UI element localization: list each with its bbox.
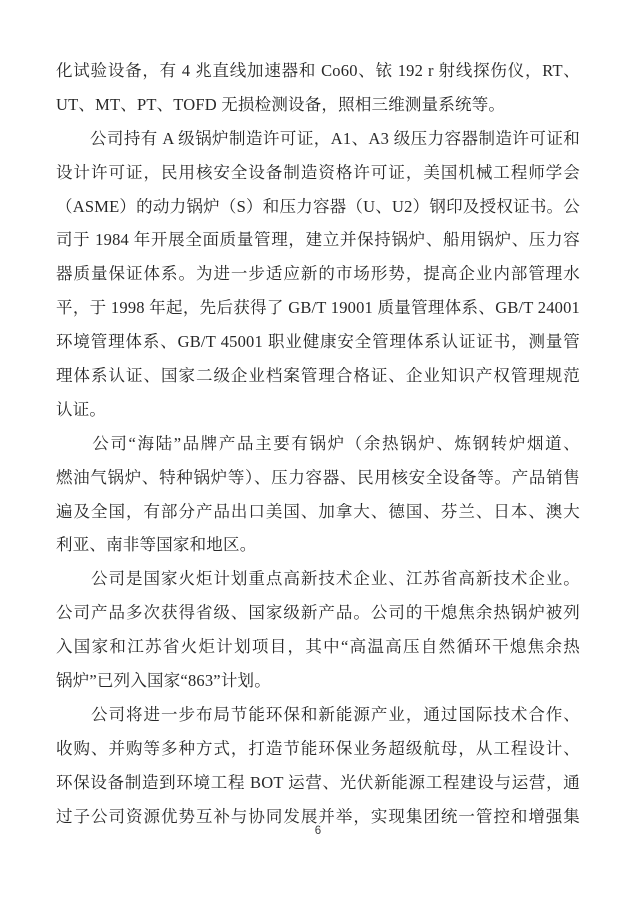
text-line: 理体系认证、国家二级企业档案管理合格证、企业知识产权管理规范 — [56, 366, 580, 386]
text-line: 平，于 1998 年起，先后获得了 GB/T 19001 质量管理体系、GB/T 24001 — [56, 298, 580, 318]
document-text-block — [56, 54, 580, 833]
text-line: 化试验设备，有 4 兆直线加速器和 Co60、铱 192 r 射线探伤仪，RT、 — [56, 61, 580, 80]
text-line: 环境管理体系、GB/T 45001 职业健康安全管理体系认证证书，测量管 — [56, 332, 580, 352]
page-number: 6 — [314, 825, 322, 837]
text-line: 入国家和江苏省火炬计划项目，其中“高温高压自然循环干熄焦余热 — [56, 637, 580, 657]
text-line: 公司“海陆”品牌产品主要有锅炉（余热锅炉、炼钢转炉烟道、 — [56, 433, 580, 453]
text-line: 设计许可证，民用核安全设备制造资格许可证，美国机械工程师学会 — [56, 162, 580, 182]
text-line: （ASME）的动力锅炉（S）和压力容器（U、U2）钢印及授权证书。公 — [56, 196, 580, 216]
text-line: 遍及全国，有部分产品出口美国、加拿大、德国、芬兰、日本、澳大 — [56, 501, 580, 521]
text-line: 司于 1984 年开展全面质量管理，建立并保持锅炉、船用锅炉、压力容 — [56, 230, 580, 250]
text-line: 认证。 — [56, 399, 107, 419]
text-line: 公司产品多次获得省级、国家级新产品。公司的干熄焦余热锅炉被列 — [56, 603, 580, 623]
text-line: 公司持有 A 级锅炉制造许可证，A1、A3 级压力容器制造许可证和 — [56, 128, 580, 148]
text-line: 器质量保证体系。为进一步适应新的市场形势，提高企业内部管理水 — [56, 264, 580, 284]
text-line: 燃油气锅炉、特种锅炉等）、压力容器、民用核安全设备等。产品销售 — [56, 467, 580, 487]
text-line: 收购、并购等多种方式，打造节能环保业务超级航母，从工程设计、 — [56, 738, 580, 758]
text-line: 公司将进一步布局节能环保和新能源产业，通过国际技术合作、 — [56, 704, 580, 724]
text-line: 过子公司资源优势互补与协同发展并举，实现集团统一管控和增强集 — [56, 806, 580, 826]
text-line: 利亚、南非等国家和地区。 — [56, 535, 257, 555]
text-line: 环保设备制造到环境工程 BOT 运营、光伏新能源工程建设与运营，通 — [56, 772, 580, 792]
text-line: 公司是国家火炬计划重点高新技术企业、江苏省高新技术企业。 — [56, 569, 580, 589]
text-line: UT、MT、PT、TOFD 无损检测设备，照相三维测量系统等。 — [56, 94, 506, 114]
text-line: 锅炉”已列入国家“863”计划。 — [56, 671, 271, 691]
